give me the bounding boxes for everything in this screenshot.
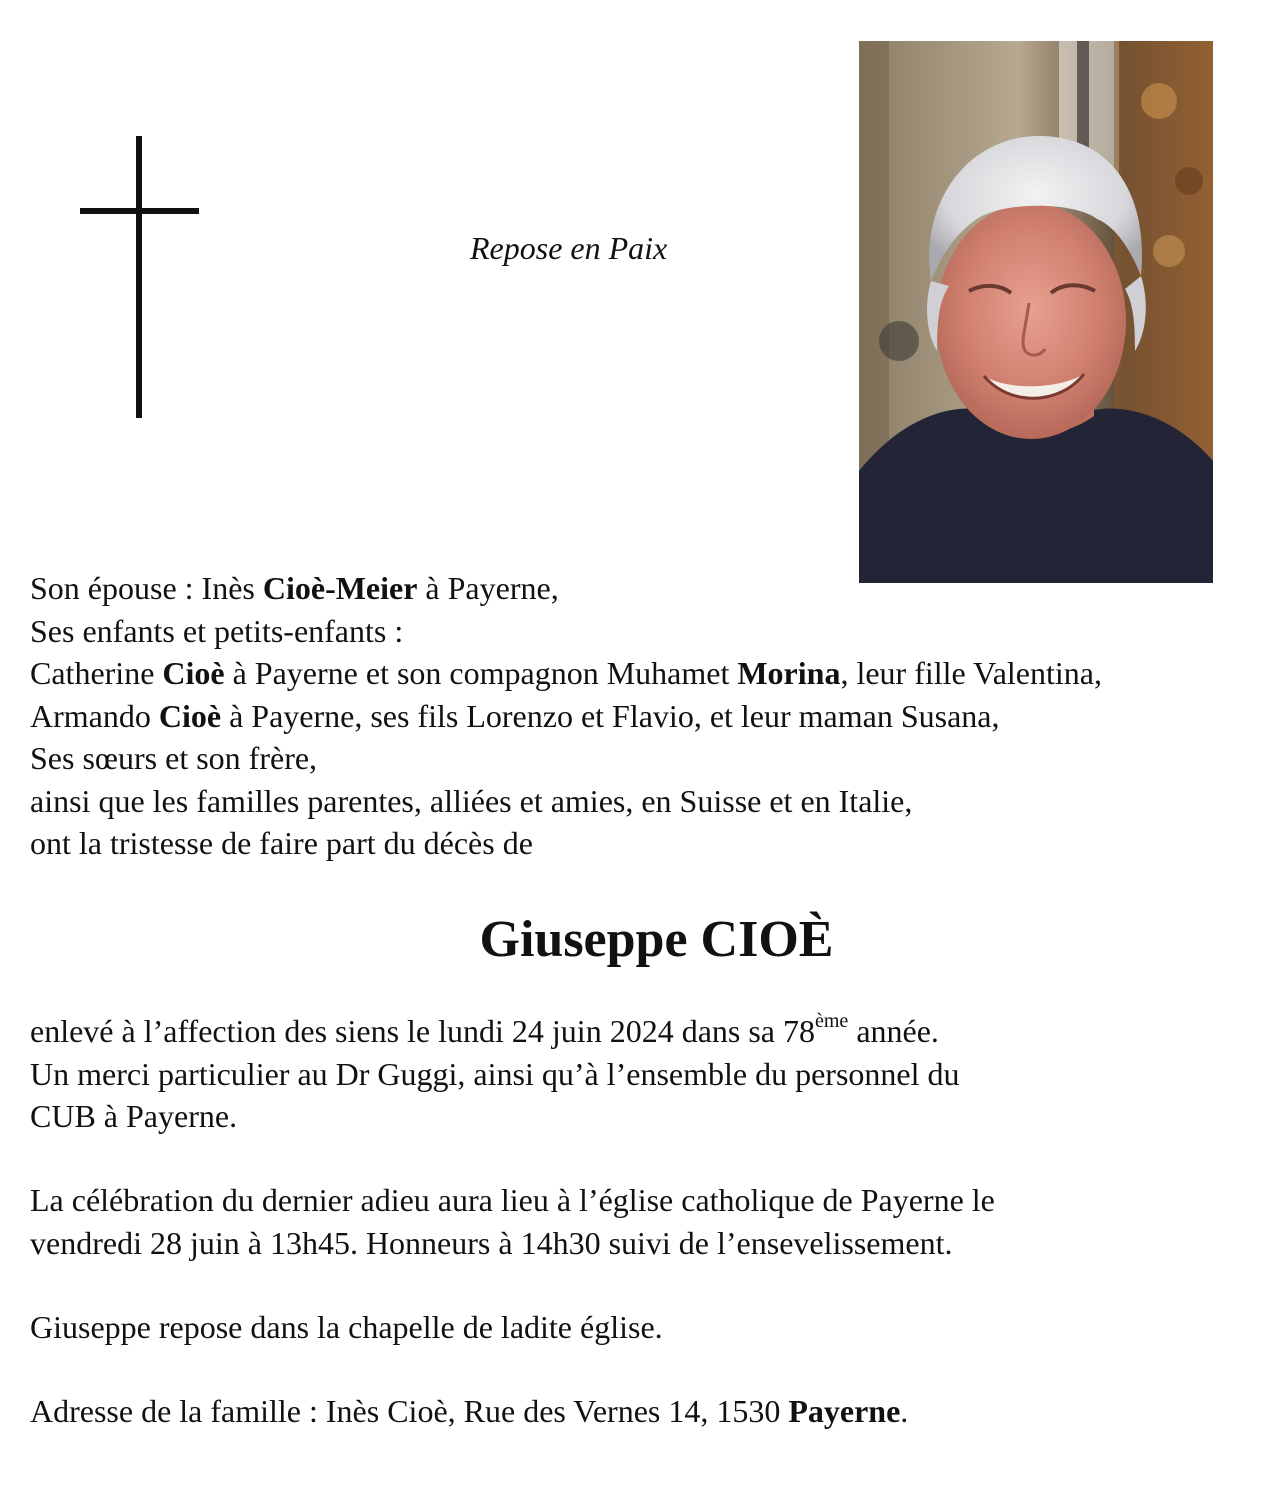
deceased-name: Giuseppe CIOÈ xyxy=(479,911,834,968)
portrait-photo xyxy=(859,41,1213,583)
cross-vertical-bar xyxy=(136,136,142,418)
cross-icon xyxy=(80,136,200,418)
rest-place-paragraph: Giuseppe repose dans la chapelle de ladite église. xyxy=(30,1309,663,1345)
family-announcement xyxy=(30,567,1102,865)
passing-paragraph: enlevé à l’affection des siens le lundi 24 juin 2024 dans sa 78ème année. Un merci particulier au Dr Guggi, ainsi qu’à l’ensemble du personnel du CUB à Payerne. xyxy=(30,1010,960,1134)
relatives-line: ainsi que les familles parentes, alliées et amies, en Suisse et en Italie, xyxy=(30,782,913,819)
siblings-line: Ses sœurs et son frère, xyxy=(30,740,318,776)
announcement-line: ont la tristesse de faire part du décès de xyxy=(30,825,533,861)
epitaph: Repose en Paix xyxy=(470,230,668,266)
ceremony-paragraph: La célébration du dernier adieu aura lieu à l’église catholique de Payerne le vendredi 28 juin à 13h45. Honneurs à 14h30 suivi de l’ensevelissement. xyxy=(30,1182,995,1261)
children-heading: Ses enfants et petits-enfants : xyxy=(30,612,404,649)
family-address-paragraph: Adresse de la famille : Inès Cioè, Rue des Vernes 14, 1530 Payerne. xyxy=(30,1393,909,1429)
address-city: Payerne xyxy=(788,1393,901,1429)
spouse-line: Son épouse : Inès Cioè-Meier à Payerne, xyxy=(30,570,559,606)
child-line-catherine: Catherine Cioè à Payerne et son compagnon Muhamet Morina, leur fille Valentina, xyxy=(30,655,1102,691)
child-line-armando: Armando Cioè à Payerne, ses fils Lorenzo et Flavio, et leur maman Susana, xyxy=(30,697,1000,734)
spouse-surname: Cioè-Meier xyxy=(262,570,418,606)
cross-horizontal-bar xyxy=(80,208,199,214)
